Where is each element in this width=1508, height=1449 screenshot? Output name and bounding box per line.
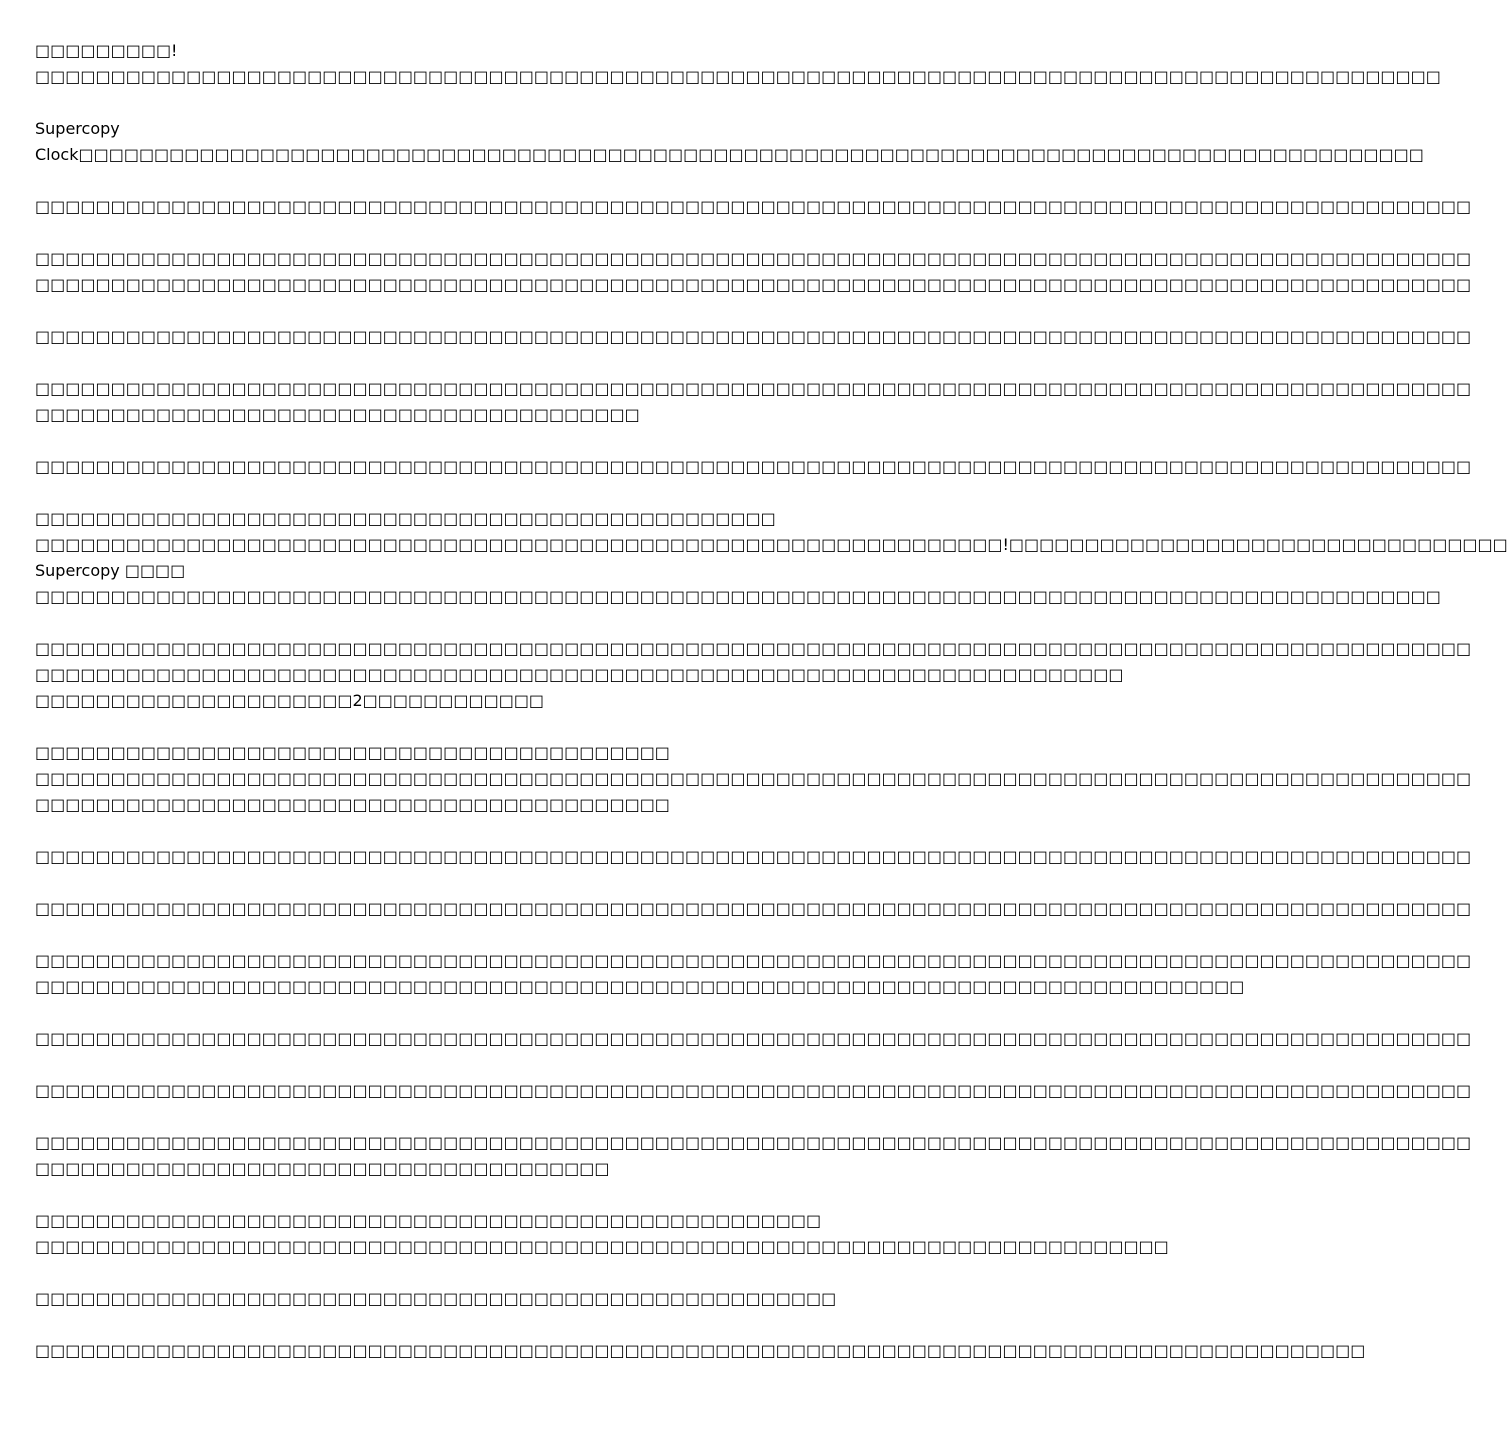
text-line: □□□□□□□□□□□□□□□□□□□□□□□□□□□□□□□□□□□□□□□□□□□□□□□□□□□□□□□□□□□□□□□□□□□□□□□□□□□□□□□□□□□□□□□□□□□□□□□ — [35, 249, 1472, 268]
text-line: □□□□□□□□□□□□□□□□□□□□□□□□□□□□□□□□□□□□□□□□□□ — [35, 795, 670, 814]
text-line: □□□□□□□□□□□□□□□□□□□□□□□□□□□□□□□□□□□□□□□□□□□□□□□□□□□□□□□□□□□□□□□□□□□□□□□□□□□□□□□□□□□□□□□□□□□□□□□ — [35, 197, 1472, 216]
text-line: □□□□□□□□□□□□□□□□□□□□□□□□□□□□□□□□□□□□□□□□□□□□□□□□□□□□□□□□□□□□□□□□□□□□□□□□□□□□□□□□□□□□□□□□□□□□□ — [35, 587, 1441, 606]
text-line: Clock□□□□□□□□□□□□□□□□□□□□□□□□□□□□□□□□□□□□□□□□□□□□□□□□□□□□□□□□□□□□□□□□□□□□□□□□□□□□□□□□□□□□□□□□□ — [35, 145, 1424, 164]
text-line: □□□□□□□□□□□□□□□□□□□□□□□□□□□□□□□□□□□□□□□□□□□□□□□□□□□□□□□□□□□□□□□□□□□□□□□□ — [35, 665, 1124, 684]
text-line: □□□□□□□□□□□□□□□□□□□□□□□□□□□□□□□□□□□□□□□□□□□□□□□□□□□□□□□□□□□□□□□□□□□□□□□□□□□□□□□□□□□□□□□□□□□□□□□ — [35, 899, 1472, 918]
text-line: □□□□□□□□□□□□□□□□□□□□□□□□□□□□□□□□□□□□□□□□□□□□□□□□□□□□□□□□□□□□□□□□□□□□□□□□□□□□□□□□ — [35, 977, 1245, 996]
paragraph — [35, 1338, 1366, 1364]
paragraph — [35, 506, 1508, 610]
text-line: □□□□□□□□□□□□□□□□□□□□□□□□□□□□□□□□□□□□□□ — [35, 1159, 610, 1178]
text-line: □□□□□□□□□□□□□□□□□□□□□□□□□□□□□□□□□□□□□□□□□□□□□□□□□□□□□□□□□□□□□□□□□□□□□□□□□□□□□□□□□□□□□□□□□□□□□□□ — [35, 951, 1472, 970]
text-line: □□□□□□□□□□□□□□□□□□□□□□□□□□□□□□□□□□□□□□□□□□□□□□□□□□□□□□□□□□□□□□□□□□□□□□□□□□□ — [35, 1237, 1169, 1256]
paragraph — [35, 636, 1472, 714]
paragraph — [35, 896, 1472, 922]
text-line: □□□□□□□□□□□□□□□□□□□□□□□□□□□□□□□□□□□□□□□□□□□□□□□□□□□□□□□□□□□□□□□□!□□□□□□□□□□□□□□□□□□□□□□□□□□□□□□□□□ — [35, 535, 1508, 554]
document-body — [35, 38, 1508, 1390]
paragraph — [35, 948, 1472, 1000]
text-line: □□□□□□□□□□□□□□□□□□□□□□□□□□□□□□□□□□□□□□□□□□□□□□□□□□□□□□□□□□□□□□□□□□□□□□□□□□□□□□□□□□□□□□□□□□□□□□□ — [35, 769, 1472, 788]
text-line: □□□□□□□□□□□□□□□□□□□□□□□□□□□□□□□□□□□□□□□□□□□□□□□□□□□□□□□□□□□□□□□□□□□□□□□□□□□□□□□□□□□□□□□□□□□□□ — [35, 67, 1441, 86]
paragraph — [35, 1078, 1472, 1104]
text-line: □□□□□□□□□□□□□□□□□□□□□□□□□□□□□□□□□□□□□□□□ — [35, 405, 640, 424]
paragraph — [35, 1286, 990, 1312]
paragraph — [35, 844, 1472, 870]
text-line: □□□□□□□□□□□□□□□□□□□□□□□□□□□□□□□□□□□□□□□□□□□□□□□□□□□□□□□□□□□□□□□□□□□□□□□□□□□□□□□□□□□□□□□□□□□□□□□ — [35, 327, 1472, 346]
text-line: □□□□□□□□□□□□□□□□□□□□□□□□□□□□□□□□□□□□□□□□□□□□□□□□□□□□□□□□□□□□□□□□□□□□□□□□□□□□□□□□□□□□□□□□□□□□□□□ — [35, 1081, 1472, 1100]
text-line: Supercopy □□□□ — [35, 561, 186, 580]
text-line: □□□□□□□□□□□□□□□□□□□□□□□□□□□□□□□□□□□□□□□□□□□□□□□□□□□□□□□□□□□□□□□□□□□□□□□□□□□□□□□□□□□□□□□□□□□□□□□ — [35, 639, 1472, 658]
text-line: □□□□□□□□□□□□□□□□□□□□□□□□□□□□□□□□□□□□□□□□□□□□□□□□□□□□□□□□□□□□□□□□□□□□□□□□□□□□□□□□□□□□□□□□ — [35, 1341, 1366, 1360]
text-line: □□□□□□□□□□□□□□□□□□□□□□□□□□□□□□□□□□□□□□□□□□□□□□□□□□□□□□□□□□□□□□□□□□□□□□□□□□□□□□□□□□□□□□□□□□□□□□□ — [35, 847, 1472, 866]
paragraph — [35, 740, 1472, 818]
paragraph — [35, 38, 1441, 90]
text-line: Supercopy — [35, 119, 120, 138]
paragraph — [35, 1026, 1472, 1052]
text-line: □□□□□□□□□□□□□□□□□□□□□□□□□□□□□□□□□□□□□□□□□□ — [35, 743, 670, 762]
text-line: □□□□□□□□□! — [35, 41, 178, 60]
text-line: □□□□□□□□□□□□□□□□□□□□□2□□□□□□□□□□□□ — [35, 691, 545, 710]
text-line: □□□□□□□□□□□□□□□□□□□□□□□□□□□□□□□□□□□□□□□□□□□□□□□□□□□□□□□□□□□□□□□□□□□□□□□□□□□□□□□□□□□□□□□□□□□□□□□ — [35, 457, 1472, 476]
paragraph — [35, 454, 1472, 480]
paragraph — [35, 376, 1472, 428]
paragraph — [35, 1208, 1169, 1260]
paragraph — [35, 1130, 1472, 1182]
text-line: □□□□□□□□□□□□□□□□□□□□□□□□□□□□□□□□□□□□□□□□□□□□□□□□□ — [35, 509, 776, 528]
text-line: □□□□□□□□□□□□□□□□□□□□□□□□□□□□□□□□□□□□□□□□□□□□□□□□□□□□□ — [35, 1289, 837, 1308]
text-line: □□□□□□□□□□□□□□□□□□□□□□□□□□□□□□□□□□□□□□□□□□□□□□□□□□□□ — [35, 1211, 822, 1230]
paragraph — [35, 116, 1424, 168]
paragraph — [35, 324, 1472, 350]
text-line: □□□□□□□□□□□□□□□□□□□□□□□□□□□□□□□□□□□□□□□□□□□□□□□□□□□□□□□□□□□□□□□□□□□□□□□□□□□□□□□□□□□□□□□□□□□□□□□ — [35, 379, 1472, 398]
text-line: □□□□□□□□□□□□□□□□□□□□□□□□□□□□□□□□□□□□□□□□□□□□□□□□□□□□□□□□□□□□□□□□□□□□□□□□□□□□□□□□□□□□□□□□□□□□□□□ — [35, 1133, 1472, 1152]
text-line: □□□□□□□□□□□□□□□□□□□□□□□□□□□□□□□□□□□□□□□□□□□□□□□□□□□□□□□□□□□□□□□□□□□□□□□□□□□□□□□□□□□□□□□□□□□□□□□ — [35, 275, 1472, 294]
text-line: □□□□□□□□□□□□□□□□□□□□□□□□□□□□□□□□□□□□□□□□□□□□□□□□□□□□□□□□□□□□□□□□□□□□□□□□□□□□□□□□□□□□□□□□□□□□□□□ — [35, 1029, 1472, 1048]
paragraph — [35, 194, 1472, 220]
paragraph — [35, 246, 1472, 298]
